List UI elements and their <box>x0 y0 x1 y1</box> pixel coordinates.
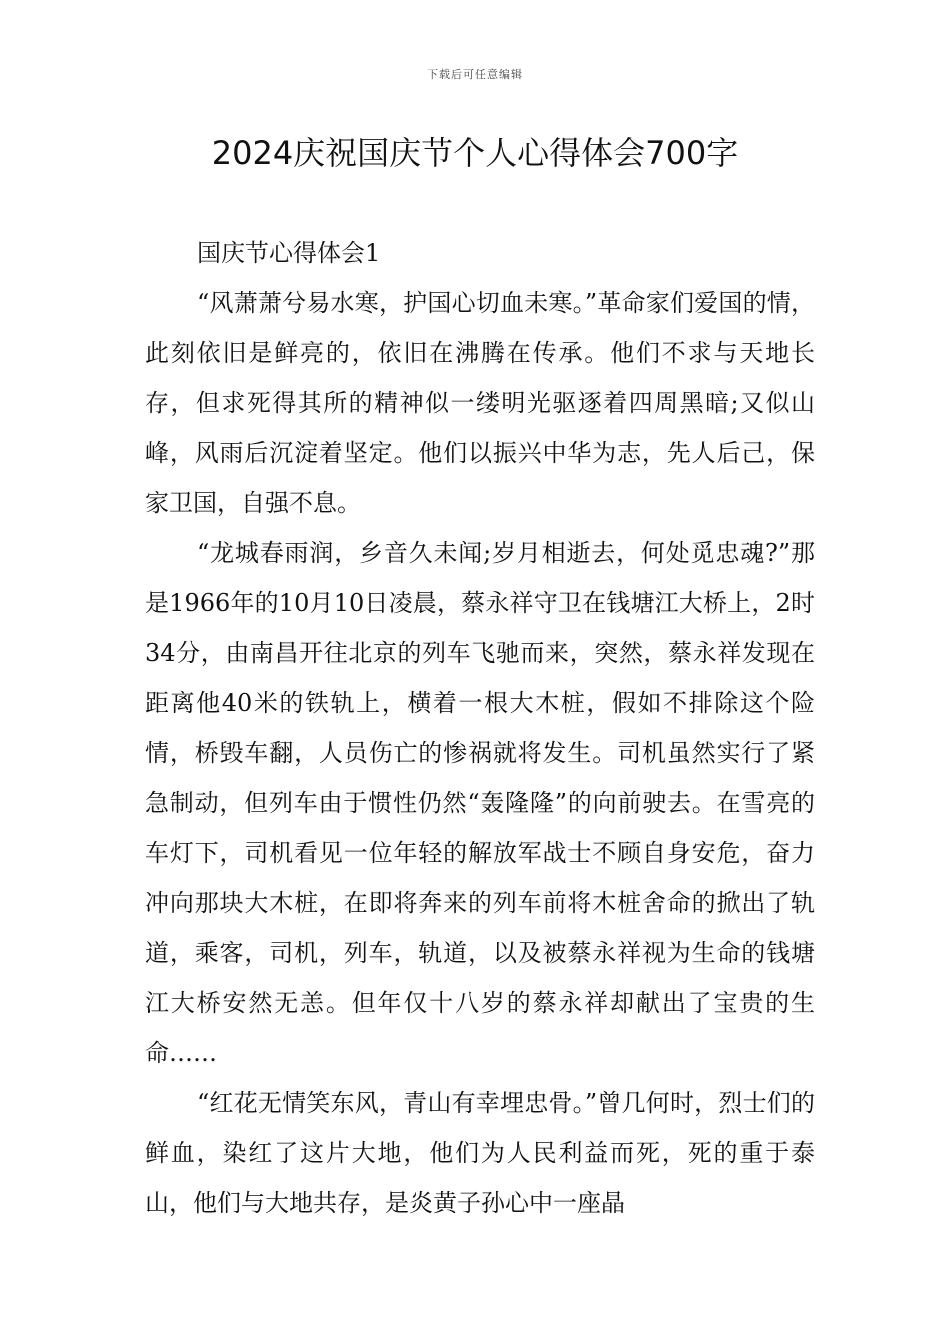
header-note: 下载后可任意编辑 <box>427 68 523 81</box>
document-body <box>145 228 815 1228</box>
paragraph-2: “龙城春雨润，乡音久未闻;岁月相逝去，何处觅忠魂?”那是1966年的10月10日凌晨，蔡永祥守卫在钱塘江大桥上，2时34分，由南昌开往北京的列车飞驰而来，突然，蔡永祥发现在距离他40米的铁轨上，横着一根大木桩，假如不排除这个险情，桥毁车翻，人员伤亡的惨祸就将发生。司机虽然实行了紧急制动，但列车由于惯性仍然“轰隆隆”的向前驶去。在雪亮的车灯下，司机看见一位年轻的解放军战士不顾自身安危，奋力冲向那块大木桩，在即将奔来的列车前将木桩舍命的掀出了轨道，乘客，司机，列车，轨道，以及被蔡永祥视为生命的钱塘江大桥安然无恙。但年仅十八岁的蔡永祥却献出了宝贵的生命…… <box>145 539 815 1067</box>
paragraph-3: “红花无情笑东风，青山有幸埋忠骨。”曾几何时，烈士们的鲜血，染红了这片大地，他们为人民利益而死，死的重于泰山，他们与大地共存，是炎黄子孙心中一座晶 <box>145 1089 815 1217</box>
document-title: 2024庆祝国庆节个人心得体会700字 <box>211 134 739 172</box>
section-heading: 国庆节心得体会1 <box>197 239 381 267</box>
paragraph-1: “风萧萧兮易水寒，护国心切血未寒。”革命家们爱国的情，此刻依旧是鲜亮的，依旧在沸腾在传承。他们不求与天地长存，但求死得其所的精神似一缕明光驱逐着四周黑暗;又似山峰，风雨后沉淀着坚定。他们以振兴中华为志，先人后己，保家卫国，自强不息。 <box>145 289 815 517</box>
